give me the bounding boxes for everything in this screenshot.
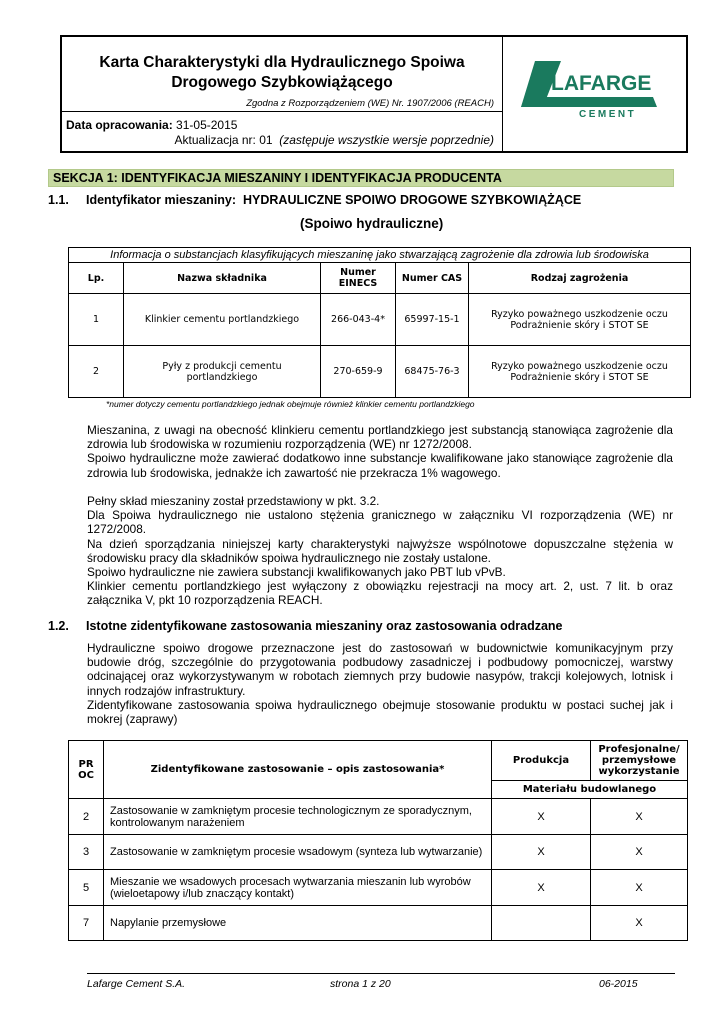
date-value: 31-05-2015 [176,118,238,132]
paragraph: Na dzień sporządzania niniejszej karty charakterystyki najwyższe wspólnotowe dopuszczalne stężenia w środowisku pracy dla składników spoiwa hydraulicznego nie zostały ustalone. [87,536,673,565]
footer-company: Lafarge Cement S.A. [87,978,186,990]
col-production: Produkcja [492,741,591,781]
table-row [69,835,688,870]
table-header-row [69,263,691,294]
cell-professional: X [591,799,688,835]
cell-production: X [492,870,591,906]
cell-description: Zastosowanie w zamkniętym procesie wsadowym (synteza lub wytwarzanie) [104,835,492,870]
paragraph: Klinkier cementu portlandzkiego jest wyłączony z obowiązku rejestracji na mocy art. 2, ust. 7 lit. b oraz załącznika V, pkt 10 rozporządzenia REACH. [87,579,673,608]
paragraph: Spoiwo hydrauliczne może zawierać dodatkowo inne substancje kwalifikowane jako stanowiące zagrożenie dla zdrowia lub środowiska, jednakże ich zawartość nie przekracza 1% wagowego. [87,451,673,480]
paragraph: Pełny skład mieszaniny został przedstawiony w pkt. 3.2. [87,494,380,508]
cell-hazard [469,294,691,346]
cell-cas: 65997-15-1 [396,294,469,346]
cell-proc: 2 [69,799,104,835]
logo-subtext: CEMENT [579,109,637,117]
paragraph: Zidentyfikowane zastosowania spoiwa hydraulicznego obejmuje stosowanie produktu w postaci suchej jak i mokrej (zaprawy) [87,697,673,727]
col-lp: Lp. [69,263,124,294]
col-proc [69,741,104,799]
prof-header-line: przemysłowe [601,755,677,766]
cell-production: X [492,835,591,870]
title-line-1: Karta Charakterystyki dla Hydraulicznego Spoiwa [99,54,465,71]
cell-description: Mieszanie we wsadowych procesach wytwarzania mieszanin lub wyrobów (wieloetapowy i/lub znaczący kontakt) [104,870,492,906]
table-row [69,294,691,346]
col-cas: Numer CAS [396,263,469,294]
uses-table [68,740,688,941]
cell-proc: 7 [69,906,104,941]
cell-name: Klinkier cementu portlandzkiego [124,294,321,346]
subsection-number: 1.2. [48,619,69,633]
regulation-note: Zgodna z Rozporządzeniem (WE) Nr. 1907/2006 (REACH) [246,98,494,109]
title-line-2: Drogowego Szybkowiążącego [171,74,393,91]
update-note: (zastępuje wszystkie wersje poprzednie) [279,133,494,147]
cell-name: Pyły z produkcji cementu portlandzkiego [124,346,321,398]
subsection-number: 1.1. [48,193,69,207]
footer-divider [87,973,675,974]
update-line [175,133,495,147]
proc-header-line: OC [78,769,94,781]
cell-lp: 2 [69,346,124,398]
footer-date: 06-2015 [599,978,638,990]
subsection-1-2-heading [48,619,563,633]
cell-professional: X [591,870,688,906]
substances-table-caption: Informacja o substancjach klasyfikujących mieszaninę jako stwarzającą zagrożenie dla zdrowia lub środowiska [69,248,691,263]
table-row [69,346,691,398]
cell-einecs: 266-043-4* [321,294,396,346]
cell-proc: 5 [69,870,104,906]
proc-header-line: PR [78,758,94,770]
table-row [69,870,688,906]
lafarge-logo-icon [517,57,667,117]
material-header: Materiału budowlanego [492,781,688,799]
subsection-label: Identyfikator mieszaniny: [86,193,237,207]
cell-proc: 3 [69,835,104,870]
hazard-line: Ryzyko poważnego uszkodzenie oczu [491,308,668,320]
cell-description: Zastosowanie w zamkniętym procesie technologicznym ze sporadycznym, kontrolowanym narażeniem [104,799,492,835]
cell-cas: 68475-76-3 [396,346,469,398]
cell-einecs: 270-659-9 [321,346,396,398]
document-title [62,53,502,93]
update-prefix: Aktualizacja nr: 01 [174,133,273,147]
date-line [66,118,237,132]
mixture-name: HYDRAULICZNE SPOIWO DROGOWE SZYBKOWIĄŻĄCE [243,193,582,207]
col-description: Zidentyfikowane zastosowanie – opis zastosowania* [104,741,492,799]
hazard-line: Ryzyko poważnego uszkodzenie oczu [491,360,668,372]
paragraph: Hydrauliczne spoiwo drogowe przeznaczone jest do zastosowań w budownictwie komunikacyjnym przy budowie dróg, szczególnie do przygotowania podbudowy zasadniczej i podbudowy pomocniczej, warstwy odcinającej oraz wykorzystywanym w robotach ziemnych przy budowie nasypów, trakcji kolejowych, lotnisk i innych rodzajów infrastruktury. [87,641,673,698]
header-title-panel [62,37,503,151]
cell-hazard [469,346,691,398]
paragraph-block-3 [87,641,673,726]
subsection-title: Istotne zidentyfikowane zastosowania mieszaniny oraz zastosowania odradzane [86,619,563,633]
col-einecs: Numer EINECS [321,263,396,294]
header-divider [62,111,502,112]
cell-production: X [492,799,591,835]
mixture-alt-name: (Spoiwo hydrauliczne) [300,216,444,231]
cell-description: Napylanie przemysłowe [104,906,492,941]
cell-production [492,906,591,941]
paragraph: Spoiwo hydrauliczne nie zawiera substancji kwalifikowanych jako PBT lub vPvB. [87,565,506,580]
cell-lp: 1 [69,294,124,346]
logo-wordmark: LAFARGE [551,72,652,95]
section-1-heading: SEKCJA 1: IDENTYFIKACJA MIESZANINY I IDENTYFIKACJA PRODUCENTA [48,169,674,187]
col-name: Nazwa składnika [124,263,321,294]
cell-professional: X [591,906,688,941]
paragraph-block-2 [87,494,673,608]
table-row [69,799,688,835]
paragraph: Mieszanina, z uwagi na obecność klinkieru cementu portlandzkiego jest substancją stanowiąca zagrożenie dla zdrowia lub środowiska w rozumieniu rozporządzenia (WE) nr 1272/2008. [87,423,673,452]
hazard-line: Podrażnienie skóry i STOT SE [510,319,649,331]
col-professional [591,741,688,781]
subsection-1-1-heading [48,193,581,207]
date-label: Data opracowania: [66,118,173,132]
paragraph: Dla Spoiwa hydraulicznego nie ustalono stężenia granicznego w załączniku VI rozporządzenia (WE) nr 1272/2008. [87,508,673,537]
table-header-row [69,741,688,781]
table-row [69,906,688,941]
document-header [60,35,688,153]
substances-table [68,247,691,398]
paragraph-block-1 [87,423,673,480]
cell-professional: X [591,835,688,870]
prof-header-line: wykorzystanie [598,766,680,777]
prof-header-line: Profesjonalne/ [598,744,680,755]
footer-page-number: strona 1 z 20 [330,978,391,990]
table-footnote: *numer dotyczy cementu portlandzkiego jednak obejmuje również klinkier cementu portlandzkiego [106,399,475,409]
hazard-line: Podrażnienie skóry i STOT SE [510,371,649,383]
col-hazard: Rodzaj zagrożenia [469,263,691,294]
